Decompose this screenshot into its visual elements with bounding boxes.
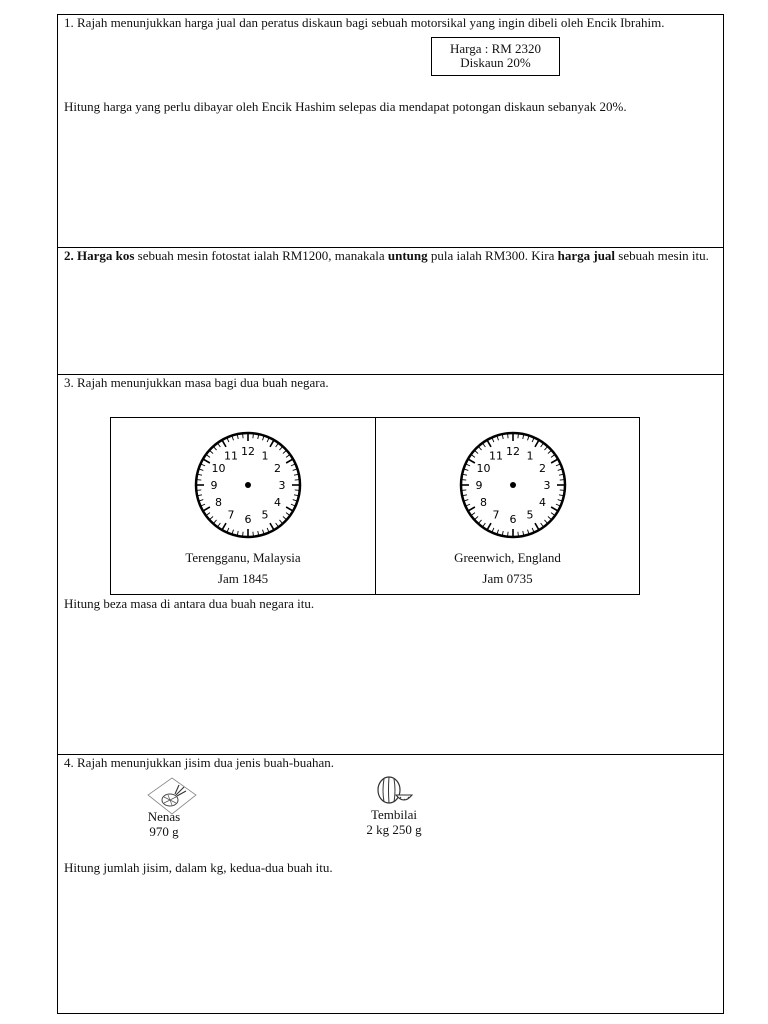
- clock-number: 11: [489, 449, 503, 463]
- clock-cell-england: [375, 418, 639, 594]
- clock-number: 12: [506, 445, 520, 458]
- clock-number: 8: [215, 496, 223, 509]
- clock-number: 10: [211, 462, 226, 475]
- question-2-text: [64, 248, 709, 263]
- term-selling-price: harga jual: [557, 248, 616, 263]
- clock-number: 2: [538, 462, 546, 475]
- clock-cell-malaysia: [111, 418, 375, 594]
- clock-center: [245, 482, 251, 488]
- question-2-text-part2: pula ialah RM300. Kira: [427, 248, 558, 263]
- question-3-text: 3. Rajah menunjukkan masa bagi dua buah negara.: [64, 375, 329, 390]
- clock-number: 2: [273, 462, 281, 475]
- clock-number: 6: [509, 513, 517, 526]
- clock-place: Terengganu, Malaysia: [185, 550, 301, 565]
- question-4-prompt: Hitung jumlah jisim, dalam kg, kedua-dua buah itu.: [64, 860, 333, 875]
- clock-number: 6: [244, 513, 252, 526]
- clock-number: 9: [475, 479, 483, 492]
- clock-number: 3: [543, 479, 551, 492]
- clock-time: Jam 0735: [482, 571, 533, 586]
- clock-table: [110, 417, 640, 595]
- clock-number: 11: [224, 449, 238, 463]
- clock-number: 8: [480, 496, 488, 509]
- clock-number: 4: [273, 496, 281, 509]
- clock-icon: [458, 430, 568, 540]
- clock-number: 9: [210, 479, 218, 492]
- question-3: [58, 374, 723, 754]
- fruit-mass: 970 g: [149, 824, 179, 839]
- fruit-name: Nenas: [147, 809, 181, 824]
- question-2-number: 2.: [64, 248, 74, 263]
- clock-number: 1: [261, 449, 269, 463]
- clock-icon: [193, 430, 303, 540]
- question-2-text-part3: sebuah mesin itu.: [615, 248, 709, 263]
- price-line: Harga : RM 2320: [449, 41, 542, 56]
- question-4-text: 4. Rajah menunjukkan jisim dua jenis buah-buahan.: [64, 755, 335, 770]
- question-2: [58, 247, 723, 374]
- clock-number: 10: [476, 462, 491, 475]
- clock-time: Jam 1845: [217, 571, 269, 586]
- fruit-pineapple: [134, 777, 204, 839]
- clock-number: 7: [492, 508, 500, 522]
- clock-number: 4: [538, 496, 546, 509]
- question-1-prompt: Hitung harga yang perlu dibayar oleh Encik Hashim selepas dia mendapat potongan diskaun sebanyak 20%.: [64, 99, 627, 114]
- clock-number: 5: [261, 508, 269, 522]
- clock-number: 5: [526, 508, 534, 522]
- question-2-text-part1: sebuah mesin fotostat ialah RM1200, manakala: [134, 248, 388, 263]
- clock-number: 12: [241, 445, 255, 458]
- question-1-text: 1. Rajah menunjukkan harga jual dan peratus diskaun bagi sebuah motorsikal yang ingin dibeli oleh Encik Ibrahim.: [64, 15, 665, 30]
- clock-number: 3: [278, 479, 286, 492]
- price-box: [431, 37, 560, 76]
- fruit-watermelon: [354, 775, 434, 837]
- worksheet: [57, 14, 724, 1014]
- clock-number: 1: [526, 449, 534, 463]
- clock-number: 7: [227, 508, 235, 522]
- watermelon-icon: [374, 775, 414, 807]
- question-4: [58, 754, 723, 1015]
- clock-place: Greenwich, England: [454, 550, 561, 565]
- fruit-mass: 2 kg 250 g: [366, 822, 422, 837]
- fruit-name: Tembilai: [370, 807, 418, 822]
- term-cost-price: Harga kos: [77, 248, 135, 263]
- question-1: [58, 15, 723, 247]
- discount-line: Diskaun 20%: [460, 55, 531, 70]
- question-3-prompt: Hitung beza masa di antara dua buah negara itu.: [64, 596, 315, 611]
- term-profit: untung: [387, 248, 428, 263]
- clock-center: [510, 482, 516, 488]
